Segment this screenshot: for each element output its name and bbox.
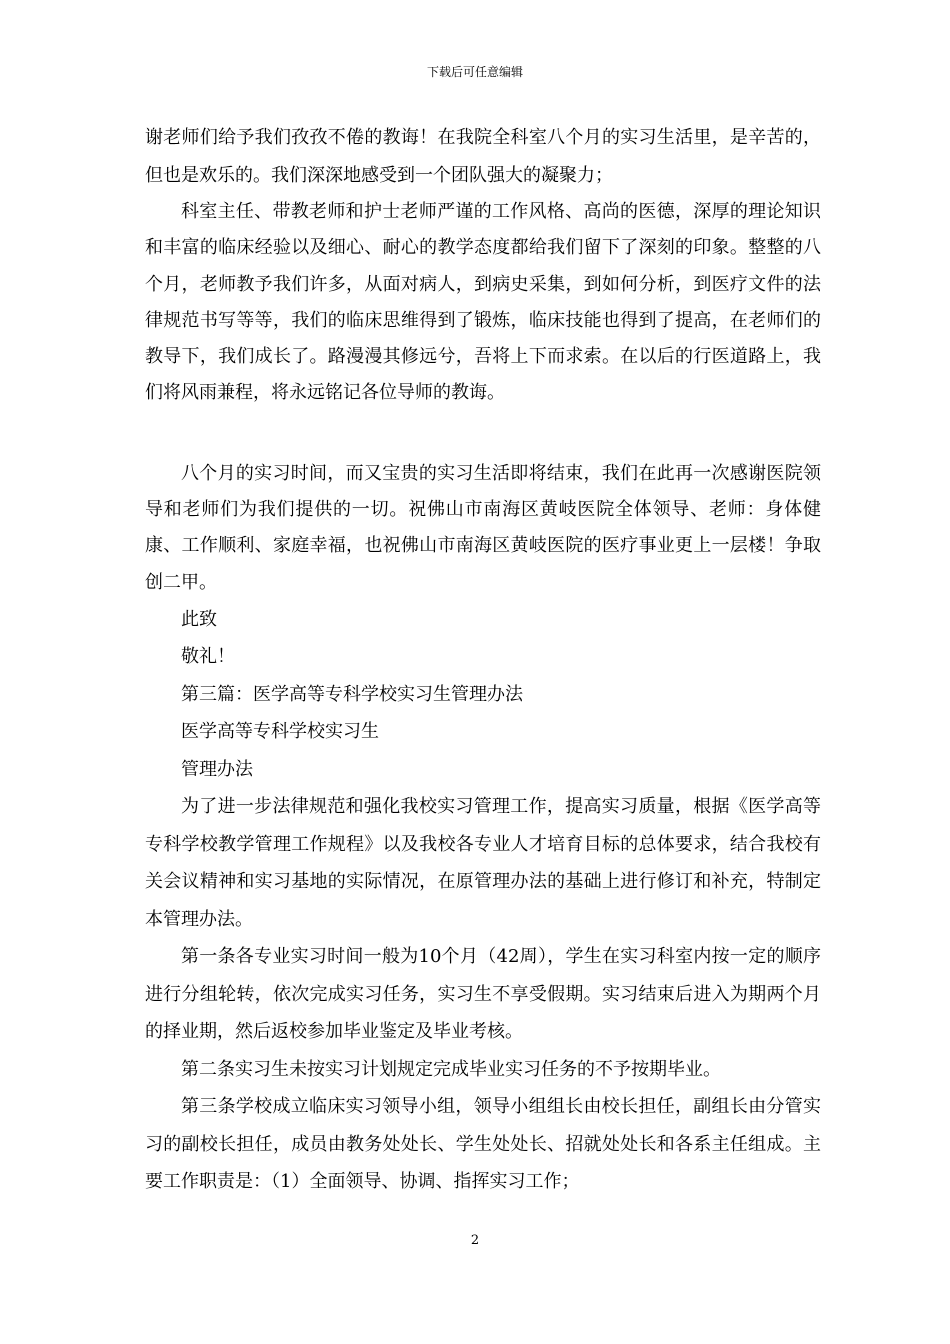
- paragraph: 为了进一步法律规范和强化我校实习管理工作，提高实习质量，根据《医学高等专科学校教学管理工作规程》以及我校各专业人才培育目标的总体要求，结合我校有关会议精神和实习基地的实际情况，在原管理办法的基础上进行修订和补充，特制定本管理办法。: [145, 796, 821, 930]
- page-header-note: 下载后可任意编辑: [426, 65, 523, 79]
- article-paragraph: 第三条学校成立临床实习领导小组，领导小组组长由校长担任，副组长由分管实习的副校长担任，成员由教务处处长、学生处处长、招就处处长和各系主任组成。主要工作职责是：（1）全面领导、协调、指挥实习工作；: [145, 1096, 821, 1193]
- paragraph-gap: [145, 412, 821, 456]
- document-body: [145, 119, 821, 1201]
- closing-line: 敬礼！: [181, 646, 235, 668]
- paragraph: 谢老师们给予我们孜孜不倦的教诲！在我院全科室八个月的实习生活里，是辛苦的，但也是欢乐的。我们深深地感受到一个团队强大的凝聚力；: [145, 127, 821, 186]
- section-heading: 第三篇：医学高等专科学校实习生管理办法: [181, 683, 523, 705]
- paragraph: 科室主任、带教老师和护士老师严谨的工作风格、高尚的医德，深厚的理论知识和丰富的临床经验以及细心、耐心的教学态度都给我们留下了深刻的印象。整整的八个月，老师教予我们许多，从面对病人，到病史采集，到如何分析，到医疗文件的法律规范书写等等，我们的临床思维得到了锻炼，临床技能也得到了提高，在老师们的教导下，我们成长了。路漫漫其修远兮，吾将上下而求索。在以后的行医道路上，我们将风雨兼程，将永远铭记各位导师的教诲。: [145, 201, 821, 404]
- document-title: 医学高等专科学校实习生: [181, 721, 379, 743]
- page-number: 2: [470, 1233, 480, 1248]
- paragraph: 八个月的实习时间，而又宝贵的实习生活即将结束，我们在此再一次感谢医院领导和老师们为我们提供的一切。祝佛山市南海区黄岐医院全体领导、老师：身体健康、工作顺利、家庭幸福，也祝佛山市南海区黄岐医院的医疗事业更上一层楼！争取创二甲。: [145, 462, 821, 593]
- article-paragraph: 第一条各专业实习时间一般为10个月（42周），学生在实习科室内按一定的顺序进行分组轮转，依次完成实习任务，实习生不享受假期。实习结束后进入为期两个月的择业期，然后返校参加毕业鉴定及毕业考核。: [145, 946, 821, 1043]
- article-paragraph: 第二条实习生未按实习计划规定完成毕业实习任务的不予按期毕业。: [181, 1058, 721, 1080]
- document-subtitle: 管理办法: [181, 758, 253, 780]
- closing-line: 此致: [181, 608, 217, 630]
